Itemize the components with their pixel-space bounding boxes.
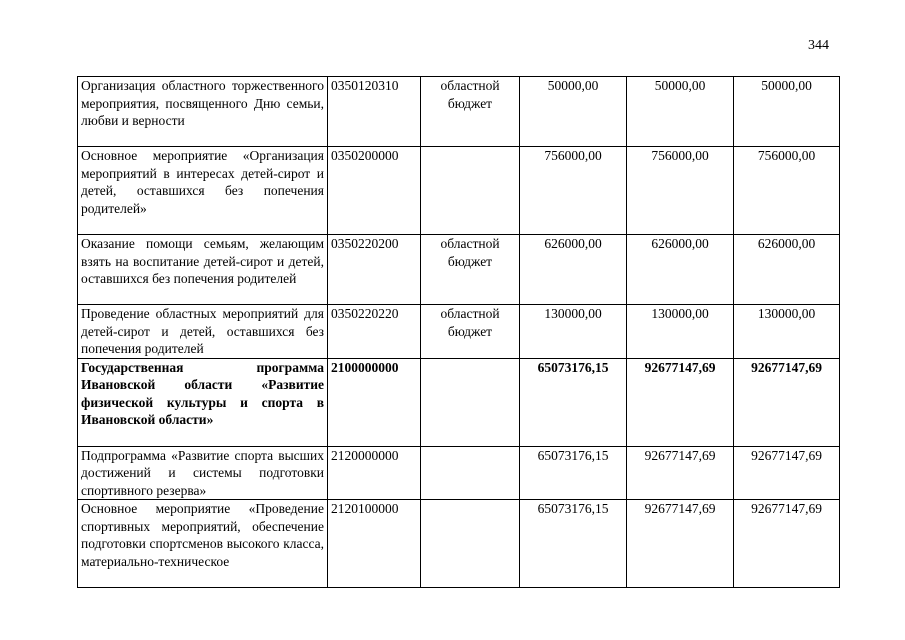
row-code: 0350220220 xyxy=(328,305,421,359)
row-value-3: 50000,00 xyxy=(734,77,840,147)
row-value-1: 50000,00 xyxy=(520,77,627,147)
row-value-3: 92677147,69 xyxy=(734,500,840,588)
row-name: Основное мероприятие «Проведение спортивных мероприятий, обеспечение подготовки спортсменов высокого класса, материально-техническое xyxy=(78,500,328,588)
row-name: Подпрограмма «Развитие спорта высших достижений и системы подготовки спортивного резерва» xyxy=(78,446,328,500)
table-row xyxy=(78,305,840,359)
row-source xyxy=(421,147,520,235)
row-source: областной бюджет xyxy=(421,305,520,359)
table-row xyxy=(78,77,840,147)
row-name: Основное мероприятие «Организация мероприятий в интересах детей-сирот и детей, оставшихся без попечения родителей» xyxy=(78,147,328,235)
row-name: Проведение областных мероприятий для детей-сирот и детей, оставшихся без попечения родителей xyxy=(78,305,328,359)
row-value-1: 65073176,15 xyxy=(520,446,627,500)
row-value-2: 92677147,69 xyxy=(627,500,734,588)
row-source xyxy=(421,358,520,446)
row-value-2: 50000,00 xyxy=(627,77,734,147)
row-name: Организация областного торжественного мероприятия, посвященного Дню семьи, любви и верности xyxy=(78,77,328,147)
row-value-2: 92677147,69 xyxy=(627,446,734,500)
row-source: областной бюджет xyxy=(421,235,520,305)
row-value-2: 626000,00 xyxy=(627,235,734,305)
row-source xyxy=(421,500,520,588)
row-code: 2120000000 xyxy=(328,446,421,500)
row-value-1: 756000,00 xyxy=(520,147,627,235)
row-value-1: 65073176,15 xyxy=(520,358,627,446)
row-code: 0350200000 xyxy=(328,147,421,235)
row-value-3: 130000,00 xyxy=(734,305,840,359)
row-value-3: 92677147,69 xyxy=(734,446,840,500)
table-row xyxy=(78,147,840,235)
row-value-3: 626000,00 xyxy=(734,235,840,305)
row-name: Оказание помощи семьям, желающим взять на воспитание детей-сирот и детей, оставшихся без попечения родителей xyxy=(78,235,328,305)
row-value-3: 756000,00 xyxy=(734,147,840,235)
row-value-3: 92677147,69 xyxy=(734,358,840,446)
row-code: 0350220200 xyxy=(328,235,421,305)
row-source xyxy=(421,446,520,500)
row-code: 2100000000 xyxy=(328,358,421,446)
table-row xyxy=(78,446,840,500)
row-value-1: 130000,00 xyxy=(520,305,627,359)
row-code: 2120100000 xyxy=(328,500,421,588)
table-row xyxy=(78,500,840,588)
row-value-1: 626000,00 xyxy=(520,235,627,305)
table-row xyxy=(78,358,840,446)
table-row xyxy=(78,235,840,305)
row-value-2: 756000,00 xyxy=(627,147,734,235)
row-name: Государственная программа Ивановской области «Развитие физической культуры и спорта в Ивановской области» xyxy=(78,358,328,446)
budget-table xyxy=(77,76,840,588)
row-source: областной бюджет xyxy=(421,77,520,147)
row-value-2: 130000,00 xyxy=(627,305,734,359)
page-number: 344 xyxy=(808,38,829,53)
row-value-2: 92677147,69 xyxy=(627,358,734,446)
row-value-1: 65073176,15 xyxy=(520,500,627,588)
row-code: 0350120310 xyxy=(328,77,421,147)
